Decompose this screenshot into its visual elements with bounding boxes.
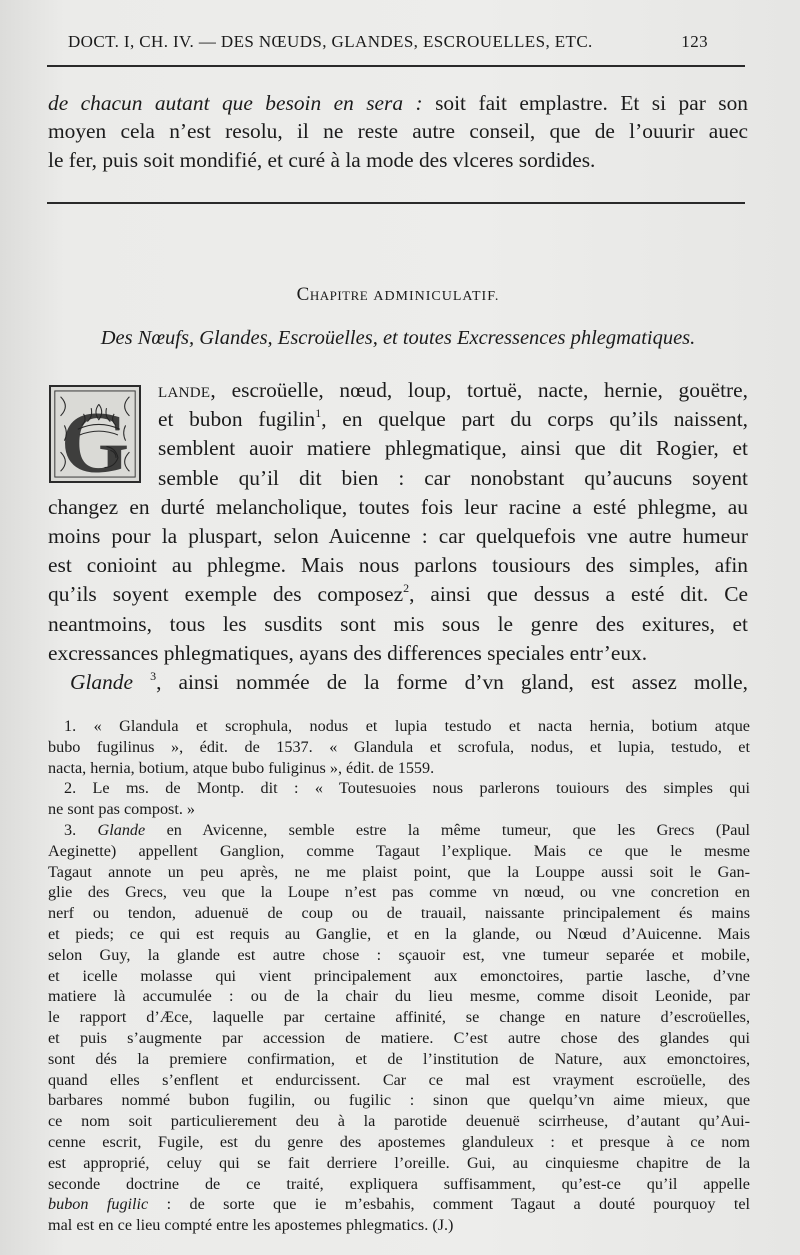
text-line: changez en durté melancholique, toutes fois leur racine a esté phlegme, au: [48, 494, 748, 519]
text-span: escroüelle, nœud, loup, tortuë, nacte, hernie, gouëtre,: [215, 378, 748, 402]
footnote-line: glie des Grecs, veu que la Loupe n’est pas comme vn nœud, ou vne concretion en: [48, 883, 750, 902]
text-span: , ainsi nommée de la forme d’vn gland, est assez molle,: [156, 670, 748, 695]
text-line: [48, 580, 748, 609]
footnotes: [48, 716, 750, 1236]
footnote-line: [48, 1194, 750, 1215]
footnote-line: seconde doctrine de ce traité, expliquera suffisamment, qu’est-ce qu’il appelle: [48, 1174, 750, 1193]
footnote-line: barbares nommé bubon fugilin, ou fugilic : sinon que quelqu’vn aime mieux, que: [48, 1091, 750, 1110]
footnote-line: et pieds; ce qui est requis au Ganglie, et en la glande, ou Nœud d’Auicenne. Mais: [48, 924, 750, 943]
footnote-line: [48, 820, 750, 841]
footnote-line: bubo fugilinus », édit. de 1537. « Glandula et scrofula, nodus, et lupia, testudo, et: [48, 737, 750, 756]
text-line: moyen cela n’est resolu, il ne reste autre conseil, que de l’ouurir auec: [48, 119, 748, 144]
text-line: [48, 376, 748, 405]
footnote-line: le rapport d’Æce, laquelle par certaine affinité, se change en nature d’escroüelles,: [48, 1008, 750, 1027]
text-line: excressances phlegmatiques, ayans des differences speciales entr’eux.: [48, 640, 648, 665]
header-rule: [47, 65, 745, 67]
chapter-title: [48, 284, 748, 306]
footnote-line: et puis s’augmente par accession de matiere. C’est autre chose des glandes qui: [48, 1028, 750, 1047]
footnote-line: nacta, hernia, botium, atque bubo fuliginus », édit. de 1559.: [48, 758, 435, 777]
footnote-line: matiere là accumulée : ou de la chair du lieu mesme, comme disoit Leonide, par: [48, 987, 750, 1006]
text-line: est conioint au phlegme. Mais nous parlons tousiours des simples, afin: [48, 553, 748, 578]
text-line: le fer, puis soit mondifié, et curé à la mode des vlceres sordides.: [48, 147, 596, 172]
chapter-subtitle: Des Nœufs, Glandes, Escroüelles, et toutes Excressences phlegmatiques.: [100, 327, 696, 349]
footnote-line: ce nom soit particulierement deu à la parotide deuenuë scirrheuse, d’autant qu’Aui-: [48, 1112, 750, 1131]
text-line: neantmoins, tous les susdits sont mis sous le genre des exitures, et: [48, 611, 748, 636]
footnote-line: 2. Le ms. de Montp. dit : « Toutesuoies nous parlerons touiours des simples qui: [64, 779, 750, 798]
footnote-line: est approprié, celuy qui se fait derriere l’oreille. Gui, au cinquiesme chapitre de la: [48, 1153, 750, 1172]
footnote-line: sont dés la premiere confirmation, et de l’institution de Nature, aux emonctoires,: [48, 1049, 750, 1068]
text-span: et bubon fugilin: [158, 407, 316, 432]
text-line: semble qu’il dit bien : car nonobstant qu’aucuns soyent: [158, 465, 748, 490]
footnote-line: mal est en ce lieu compté entre les apostemes phlegmatics. (J.): [48, 1216, 454, 1235]
dropcap-letter: G: [60, 394, 130, 481]
text-span: en Avicenne, semble estre la même tumeur, que les Grecs (Paul: [145, 820, 751, 839]
footnote-line: Tagaut annote un peu après, ne me plaist point, que la Louppe aussi soit le Gan-: [48, 862, 750, 881]
footnote-line: selon Guy, la glande est autre chose : sçauoir est, vne tumeur separée et mobile,: [48, 945, 750, 964]
footnote-line: 1. « Glandula et scrophula, nodus et lupia testudo et nacta hernia, botium atque: [64, 717, 750, 735]
text-span: soit fait emplastre. Et si par son: [422, 91, 748, 115]
smallcaps-word: lande,: [158, 378, 216, 402]
footnote-number: 3.: [64, 820, 98, 839]
text-line: [48, 89, 748, 117]
text-line: moins pour la pluspart, selon Auicenne : car quelquefois vne autre humeur: [48, 524, 748, 549]
footnote-line: ne sont pas compost. »: [48, 800, 196, 819]
italic-phrase: Glande: [97, 820, 146, 839]
footnote-ref[interactable]: 2: [403, 581, 410, 596]
section-rule: [47, 202, 745, 204]
footnote-ref[interactable]: 1: [315, 406, 322, 421]
italic-phrase: Glande: [70, 670, 133, 695]
text-line: semblent auoir matiere phlegmatique, ainsi que dit Rogier, et: [158, 436, 748, 461]
text-line: [48, 405, 748, 434]
chapter-title-small: ADMINICULATIF.: [373, 289, 500, 304]
footnote-line: cenne escrit, Fugile, est du genre des apostemes glanduleux : et presque à ce nom: [48, 1132, 750, 1151]
footnote-line: et icelle molasse qui vient principalement aux emonctoires, partie lasche, d’vne: [48, 966, 750, 985]
footnote-line: nerf ou tendon, aduenuë de coup ou de trauail, naissante principalement és mains: [48, 904, 750, 923]
text-line: [48, 668, 748, 697]
page-number: 123: [681, 32, 708, 51]
paragraph-top: [48, 89, 748, 174]
chapter-title-initial: C: [296, 284, 310, 305]
italic-phrase: bubon fugilic: [48, 1195, 149, 1214]
italic-phrase: de chacun autant que besoin en sera :: [48, 91, 423, 115]
paragraph-main: [48, 376, 748, 697]
text-span: , en quelque part du corps qu’ils naissent,: [321, 407, 748, 432]
chapter-title-word: hapitre: [309, 284, 369, 305]
text-span: qu’ils soyent exemple des composez: [48, 582, 404, 607]
running-head-title: DOCT. I, CH. IV. — DES NŒUDS, GLANDES, ESCROUELLES, ETC.: [68, 32, 593, 51]
footnote-line: Aeginette) appellent Ganglion, comme Tagaut l’explique. Mais ce que le mesme: [48, 841, 750, 860]
footnote-ref[interactable]: 3: [150, 669, 157, 684]
text-span: , ainsi que dessus a esté dit. Ce: [409, 582, 748, 607]
footnote-line: quand elles s’enflent et endurcissent. Car ce mal est vrayment escroüelle, des: [48, 1070, 750, 1089]
text-span: : de sorte que ie m’esbahis, comment Tagaut a douté pourquoy tel: [148, 1195, 751, 1214]
